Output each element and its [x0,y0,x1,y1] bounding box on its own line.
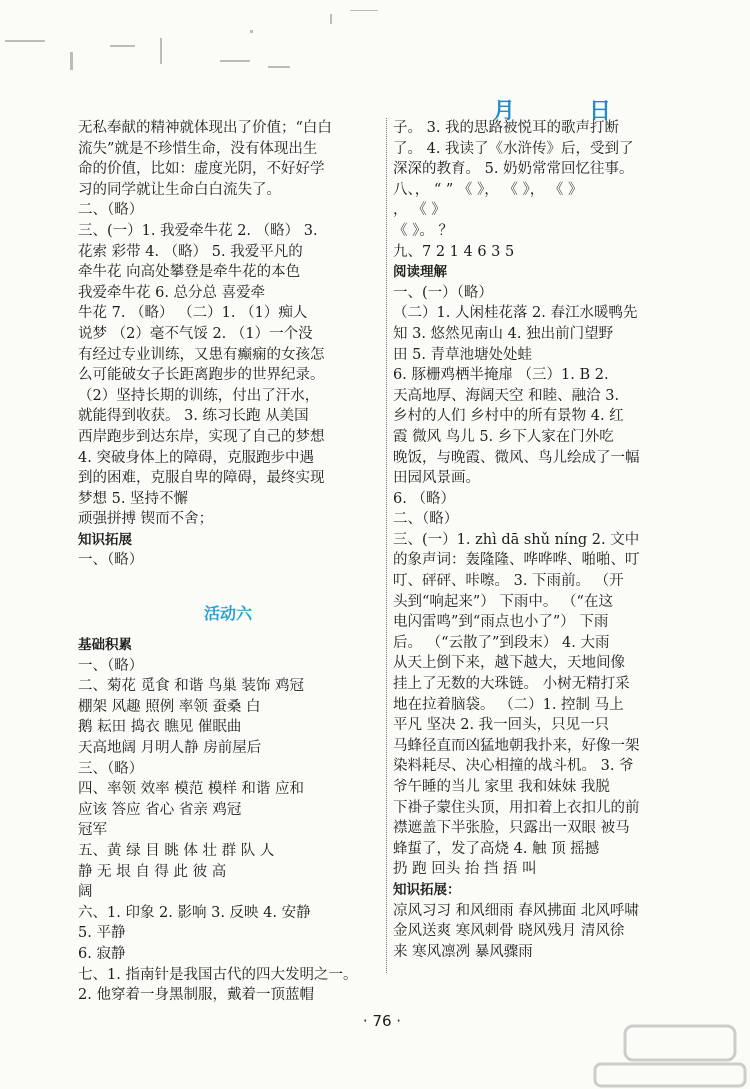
left-line: 有经过专业训练，又患有癫痫的女孩怎 [78,346,325,363]
right-column [393,118,723,962]
right-line: 电闪雷鸣”到“雨点也小了”） 下雨 [393,614,609,631]
left-line: 说梦 （2）毫不气馁 2. （1）一个没 [78,325,313,342]
right-line: 平凡 坚决 2. 我一回头，只见一只 [393,717,610,734]
left-line: 四、率领 效率 模范 模样 和谐 应和 [78,781,305,798]
right-line: ， 《 》 [393,202,446,219]
right-line: （二）1. 人闲桂花落 2. 春江水暖鸭先 [393,305,638,322]
left-line: 静 无 垠 自 得 此 彼 高 [78,863,227,880]
right-line: 八、， “ ” 《 》， 《 》， 《 》 [393,181,583,198]
right-line: 知 3. 悠然见南山 4. 独出前门望野 [393,325,614,342]
right-line: 的象声词：轰隆隆、哗哗哗、啪啪、叮 [393,552,640,569]
right-line: 叮、砰砰、咔嚓。 3. 下雨前。 （开 [393,573,624,590]
left-line: 二、菊花 觅食 和谐 鸟巢 装饰 鸡冠 [78,678,305,695]
left-line: 天高地阔 月明人静 房前屋后 [78,740,262,757]
section-heading: 知识拓展 [78,531,132,548]
right-line: 扔 跑 回头 抬 挡 捂 叫 [393,861,537,878]
page-number: · 76 · [362,1012,402,1030]
left-line: 鹅 耘田 捣衣 瞧见 催眠曲 [78,719,242,736]
right-line: 爷午睡的当儿 家里 我和妹妹 我脱 [393,779,610,795]
left-line: 就能得到收获。 3. 练习长跑 从美国 [78,408,309,425]
left-line: 冠军 [78,822,107,839]
right-line: 天高地厚、海阔天空 和睦、融洽 3. [393,387,620,404]
section-heading: 知识拓展： [393,881,461,898]
left-line: 梦想 5. 坚持不懈 [78,490,189,507]
right-line: 金风送爽 寒风刺骨 晓风残月 清风徐 [393,923,625,940]
right-line: 田 5. 青草池塘处处蛙 [393,346,533,363]
scan-smudge [0,0,420,95]
right-line: 马蜂径直而凶猛地朝我扑来，好像一架 [393,737,640,754]
left-line: （2）坚持长期的训练，付出了汗水， [78,387,320,404]
left-line: 一、（略） [78,552,144,569]
left-line: 么可能破女子长距离跑步的世界纪录。 [78,367,325,384]
right-line: 三、(一）1. zhì dā shǔ níng 2. 文中 [393,531,640,548]
right-line: 了。 4. 我读了《水浒传》后，受到了 [393,140,634,157]
left-line: 5. 平静 [78,925,126,942]
right-line: 《 》。 ？ [393,222,453,239]
right-line: 下褂子蒙住头顶，用扣着上衣扣儿的前 [393,799,640,816]
right-line: 染料耗尽、决心相撞的战斗机。 3. 爷 [393,758,634,775]
right-line: 晚饭，与晚霞、微风、鸟儿绘成了一幅 [393,449,640,466]
left-line: 六、1. 印象 2. 影响 3. 反映 4. 安静 [78,904,311,921]
left-line: 阔 [78,884,93,901]
right-line: 子。 3. 我的思路被悦耳的歌声打断 [393,120,620,136]
left-line: 三、(一）1. 我爱牵牛花 2. （略） 3. [78,222,318,239]
left-line: 流失”就是不珍惜生命，没有体现出生 [78,140,318,157]
left-line: 到的困难，克服自卑的障碍，最终实现 [78,470,325,487]
left-line: 五、黄 绿 目 眺 体 壮 群 队 人 [78,843,275,859]
left-line: 西岸跑步到达东岸，实现了自己的梦想 [78,428,325,445]
left-line: 2. 他穿着一身黑制服，戴着一顶蓝帽 [78,987,314,1004]
left-line: 七、1. 指南针是我国古代的四大发明之一。 [78,966,358,983]
right-line: 二、（略） [393,511,459,528]
right-line: 襟遮盖下半张脸，只露出一双眼 被马 [393,820,630,837]
activity-title: 活动六 [203,604,252,624]
right-line: 九、7 2 1 4 6 3 5 [393,243,515,260]
left-line: 无私奉献的精神就体现出了价值；“白白 [78,120,332,136]
right-line: 后。 （“云散了”到段末） 4. 大雨 [393,634,610,651]
left-column [78,118,378,1006]
right-line: 凉风习习 和风细雨 春风拂面 北风呼啸 [393,902,639,919]
right-line: 来 寒风凛冽 暴风骤雨 [393,943,533,960]
right-line: 地在拉着脑袋。 （二）1. 控制 马上 [393,696,624,713]
section-heading: 基础积累 [78,637,132,654]
right-line: 乡村的人们 乡村中的所有景物 4. 红 [393,408,624,425]
column-divider [386,118,388,973]
left-line: 花索 彩带 4. （略） 5. 我爱平凡的 [78,243,303,260]
right-line: 6. 豚栅鸡栖半掩扉 （三）1. B 2. [393,367,609,384]
left-line: 一、（略） [78,657,144,674]
right-line: 从天上倒下来，越下越大，天地间像 [393,655,625,672]
left-line: 应该 答应 省心 省亲 鸡冠 [78,801,242,818]
right-line: 挂上了无数的大珠链。 小树无精打采 [393,676,630,693]
left-line: 我爱牵牛花 6. 总分总 喜爱牵 [78,284,266,301]
left-line: 牛花 7. （略） （二）1. （1）痴人 [78,305,308,322]
watermark-logo [575,1020,750,1089]
right-line: 田园风景画。 [393,470,480,487]
right-line: 一、(一）（略） [393,284,493,301]
left-line: 命的价值，比如：虚度光阴，不好好学 [78,161,325,178]
left-line: 牵牛花 向高处攀登是牵牛花的本色 [78,264,301,281]
section-heading: 阅读理解 [393,264,447,281]
left-line: 6. 寂静 [78,945,126,962]
right-line: 6. （略） [393,490,455,507]
right-line: 蜂蜇了，发了高烧 4. 触 顶 摇撼 [393,840,600,857]
right-line: 深深的教育。 5. 奶奶常常回忆往事。 [393,161,634,178]
left-line: 棚架 风趣 照例 率领 蚕桑 白 [78,698,261,715]
left-line: 三、（略） [78,760,144,777]
left-line: 4. 突破身体上的障碍，克服跑步中遇 [78,449,314,466]
left-line: 顽强拼搏 锲而不舍； [78,511,214,528]
right-line: 头到“响起来”） 下雨中。 （“在这 [393,593,613,610]
day-label: 日 [589,98,612,124]
left-line: 习的同学就让生命白白流失了。 [78,181,281,198]
month-label: 月 [493,98,516,124]
right-line: 霞 微风 鸟儿 5. 乡下人家在门外吃 [393,428,614,445]
left-line: 二、（略） [78,202,144,219]
